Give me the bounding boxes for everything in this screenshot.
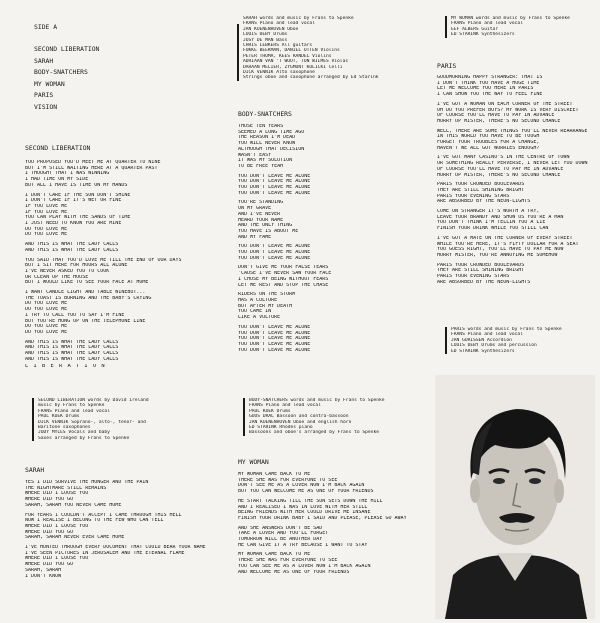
text-line: HAVEN'T WE ALL GOT WORRIES ENOUGH? — [437, 145, 540, 151]
text-line: MY WOMAN CAME BACK TO ME — [238, 552, 311, 558]
text-line: RIDERS ON THE STORM — [238, 292, 296, 298]
text-line: YOU DON'T LEAVE ME ALONE — [238, 330, 311, 336]
text-line: YOU CAME IN — [238, 309, 272, 315]
text-line: BEING FRIENDS WITH HER COULD DRIVE ME INSANE — [238, 510, 371, 516]
text-line: PETER THOMA, KEES RANDEL Violins — [243, 53, 332, 59]
text-line: YOU'RE STANDING — [238, 200, 284, 206]
text-line: music by Frans to Spenke — [38, 403, 105, 409]
text-line: JODY MYLES Vocals and baby — [38, 430, 110, 436]
text-line: AND THIS IS WHAT THE LADY CALLS — [25, 356, 119, 362]
text-line: BODY-SNATCHERS words and music by Frans to Spenke — [249, 398, 385, 403]
text-line: AND WELCOME ME AS ONE OF YOUR FRIENDS — [238, 569, 350, 575]
text-line: DICK VENNIK Alto saxophone — [243, 70, 315, 76]
text-line: HURRY UP MISTER, THERE'S NO SECOND CHANCE — [437, 118, 561, 124]
text-line: PARIS YOUR EVENING STARS — [437, 274, 510, 280]
text-line: I DON'T CARE IF IT'S WET OR FINE — [25, 198, 122, 204]
text-line: ED STARINK Rhodes piano — [249, 425, 313, 431]
text-line: THE NIGHTMARE STILL REMAINS — [25, 485, 107, 491]
lyric-lines — [437, 75, 597, 286]
text-line: DICK VENNIK Soprano-, alto-, tenor- and — [38, 419, 146, 425]
text-line: THEY ARE STILL SHINING BRIGHT — [437, 187, 525, 193]
text-line: FRANS Piano and lead vocal — [451, 21, 523, 27]
liberation-end-word: L I B E R A T I O N — [25, 363, 106, 369]
lyric-lines — [25, 160, 225, 363]
second-liberation-credits — [32, 398, 228, 441]
text-line: THE TOAST IS BURNING AND THE BABY'S CRYING — [25, 295, 152, 301]
text-line: BUT I'M STILL WAITING HERE AT A QUARTER PAST — [25, 165, 158, 171]
text-line: EEF ALBERS Guitar — [451, 26, 499, 32]
text-line: WHERE DID YOU GO — [25, 562, 74, 568]
song-title: SARAH — [25, 466, 45, 474]
text-line: PARIS words and music by Frans to Spenke — [451, 327, 562, 332]
tracklist-item: SARAH — [34, 56, 54, 65]
text-line: YOU DON'T LEAVE ME ALONE — [238, 244, 311, 250]
text-line: IN THIS WORLD YOU HAVE TO BE TOUGH — [437, 134, 540, 140]
text-line: YOU DON'T LEAVE ME ALONE — [238, 179, 311, 185]
text-line: THE REASON I'M DEAD — [238, 135, 296, 141]
text-line: I WANT CANDLE LIGHT AND TABLE WINEBUT... — [25, 290, 146, 296]
text-line: OR SOMETHING REALLY PERVERSE, I NEVER LET YOU DOWN — [437, 161, 588, 167]
text-line: LOUIS DEBY Drums and percussion — [451, 343, 537, 349]
text-line: HEARD YOUR NAME — [238, 217, 284, 223]
text-line: ALTHOUGH THAT DECISION — [238, 146, 305, 152]
text-line: DO YOU LOVE ME — [25, 324, 68, 330]
text-line: SECOND LIBERATION words by David Ireland — [38, 398, 149, 403]
text-line: PAUL KOEK Drums — [38, 414, 80, 420]
text-line: WHERE DID YOU GO — [25, 497, 74, 503]
text-line: THEY ARE STILL SHINING BRIGHT — [437, 268, 525, 274]
text-line: ARE ABSORBED BY THE NEON-LIGHTS — [437, 279, 531, 285]
text-line: THERE SHE WAS FOR EVERYONE TO SEE — [238, 558, 338, 564]
body-snatchers-credits — [243, 398, 434, 436]
text-line: LEAVE YOUR BRANDY AND SHOW US YOU'RE A MAN — [437, 214, 564, 220]
text-line: CHRIS LEBKERS All guitars — [243, 43, 313, 49]
text-line: HE CAN GIVE IT A TRY BECAUSE I WANT TO STAY — [238, 542, 368, 548]
tracklist-item: PARIS — [34, 91, 54, 100]
text-line: YOU HAVE IS ABOUT ME — [238, 228, 299, 234]
text-line: BUT YOU CAN WELCOME ME AS ONE OF YOUR FRIENDS — [238, 489, 374, 495]
credit-lines — [451, 16, 600, 38]
text-line: FOKKE BEEKMAN, DANIEL OTTEN Violins — [243, 48, 340, 54]
text-line: YOU DON'T LEAVE ME ALONE — [238, 190, 311, 196]
tracklist-item: MY WOMAN — [34, 79, 65, 88]
text-line: HE START TALKING TILL THE SUN SETS DOWN THE HILL — [238, 498, 383, 504]
tracklist — [34, 44, 99, 114]
text-line: YOU PROPOSED YOU'D MEET ME AT QUARTER TO NINE — [25, 160, 161, 165]
tracklist-item: VISION — [34, 102, 58, 111]
text-line: PARIS YOUR EVENING STARS — [437, 193, 510, 199]
text-line: I CAN SHOW YOU THE WAY TO FEEL FINE — [437, 92, 543, 98]
text-line: AND THIS IS WHAT THE LADY CALLS — [25, 242, 119, 248]
text-line: YOU SAID THAT YOU'D LOVE ME TILL THE END OF OUR DAYS — [25, 257, 182, 263]
credit-bar — [237, 24, 239, 81]
sarah-lyrics — [25, 466, 230, 579]
text-line: WHERE DID I LOOSE YOU — [25, 523, 89, 529]
text-line: BUT YOU'RE HUNG UP ON THE TELEPHONE LINE — [25, 318, 146, 324]
text-line: AND THE ONLY THING — [238, 223, 293, 229]
song-title: PARIS — [437, 62, 457, 70]
text-line: OR CLEAN UP THE HOUSE — [25, 274, 89, 280]
text-line: WHERE DID YOU GO — [25, 529, 74, 535]
text-line: MY WOMAN CAME BACK TO ME — [238, 472, 311, 477]
text-line: WELL, THERE ARE SOME THINGS YOU'LL NEVER REARRANGE — [437, 128, 588, 134]
text-line: I DON'T CARE IF THE SUN DON'T SHINE — [25, 192, 131, 198]
text-line: I'VE GOT A MATE ON THE CORNER OF EVERY STREET — [437, 235, 573, 241]
credit-lines — [38, 398, 228, 441]
text-line: FRANS Piano and lead vocal — [243, 21, 315, 27]
text-line: LET ME REST AND STOP THE CHASE — [238, 282, 329, 288]
text-line: OF COURSE YOU'LL HAVE TO PAY IN ADVANCE — [437, 113, 555, 119]
text-line: FINISH YOUR DRINK WHILE YOU STILL CAN — [437, 226, 549, 232]
text-line: YOU DON'T LEAVE ME ALONE — [238, 324, 311, 330]
text-line: WASN'T EASY — [238, 152, 272, 158]
text-line: YOU CAN PLAY WITH THE SANDS OF TIME — [25, 215, 131, 221]
text-line: WHERE DID I LOOSE YOU — [25, 491, 89, 497]
text-line: IF YOU LOVE ME — [25, 209, 68, 215]
text-line: I'VE SEEN PICTURES IN JERUSALEM AND THE ETERNAL FLAME — [25, 550, 185, 556]
text-line: I HAD TIME ON MY SIDE — [25, 177, 89, 183]
text-line: 'CAUSE I'VE NEVER SAW YOUR FACE — [238, 271, 332, 277]
text-line: YOU WILL NEVER KNOW — [238, 141, 296, 147]
paris-lyrics — [437, 62, 597, 286]
text-line: TO BE FREE YEAH — [238, 163, 284, 169]
text-line: OH DO YOU PREFER BOYS? MY WORK IS VERY DISCREET — [437, 107, 579, 113]
body-snatchers-lyrics — [238, 110, 428, 353]
song-title: SECOND LIBERATION — [25, 144, 91, 152]
text-line: YES I DID SURVIVE THE HUNGER AND THE PAIN — [25, 480, 149, 485]
side-header — [34, 23, 57, 31]
text-line: I DON'T THINK YOU HAVE A HUGE TIME — [437, 80, 540, 86]
text-line: FRANS Piano and lead vocal — [451, 332, 523, 338]
text-line: YOU DON'T LEAVE ME ALONE — [238, 336, 311, 342]
credit-bar — [445, 327, 447, 354]
text-line: YOU DON'T THINK I'M TELLIN YOU A LIE — [437, 220, 546, 226]
text-line: YOU DON'T LEAVE ME ALONE — [238, 255, 311, 261]
text-line: FORGET YOUR TROUBLES FOR A CHANGE, — [437, 140, 540, 146]
text-line: AND I'VE NEVER — [238, 211, 281, 217]
text-line: I CHOSE MY BEING WITHOUT FEARS — [238, 276, 329, 282]
text-line: FRANS Piano and lead vocal — [38, 408, 110, 414]
text-line: DO YOU LOVE ME — [25, 301, 68, 307]
text-line: NOW I REALISE I BELONG TO THE FEW WHO CAN TELL — [25, 518, 164, 524]
text-line: I'VE GOT MANY CASINO'S IN THE CENTRE OF TOWN — [437, 155, 570, 161]
text-line: JAN GORISSEN Accordion — [451, 337, 512, 343]
text-line: JAN KOENENHOVEN Oboe and english horn — [249, 419, 352, 425]
side-label: SIDE A — [34, 23, 58, 31]
text-line: TOMORROW WILL BE ANOTHER DAY — [238, 537, 323, 543]
song-title: BODY-SNATCHERS — [238, 110, 292, 118]
text-line: FRANS Piano and lead vocal — [249, 403, 321, 409]
text-line: Saxes arranged by Frans to Spenke — [38, 435, 130, 441]
text-line: DO YOU LOVE ME — [25, 307, 68, 313]
text-line: LOUIS DEBY Drums — [243, 32, 288, 38]
text-line: COME ON STRANGER IT'S WORTH A TRY, — [437, 209, 540, 215]
credit-bar — [243, 398, 245, 436]
text-line: YOU DON'T LEAVE ME ALONE — [238, 341, 311, 347]
text-line: DO YOU LOVE ME — [25, 232, 68, 238]
text-line: IT WAS MY SOLUTION — [238, 158, 293, 164]
text-line: HURRY UP MISTER, THERE'S NO SECOND CHANCE — [437, 172, 561, 178]
text-line: AND I REALISED I WAS IN LOVE WITH HER STILL — [238, 504, 368, 510]
text-line: Strings oboe and saxophone arranged by Ed Starink — [243, 75, 379, 81]
text-line: SARAH, SARAH — [25, 567, 62, 573]
song-title: MY WOMAN — [238, 458, 269, 466]
artist-portrait-photo — [435, 375, 595, 619]
text-line: HURRY MISTER, YOU'RE ANNOYING ME SOMEHOW — [437, 252, 558, 258]
text-line: I'VE NEVER ASKED YOU TO COOK — [25, 268, 110, 274]
text-line: AND THIS IS WHAT THE LADY CALLS — [25, 345, 119, 351]
credit-bar — [32, 398, 34, 441]
text-line: GOODMORNING HAPPY STRANGER: THAT IS — [437, 75, 543, 80]
text-line: JOSY DE MAN Bass — [243, 37, 288, 43]
tracklist-item: SECOND LIBERATION — [34, 45, 100, 53]
text-line: LET ME WELCOME YOU HERE IN PARIS — [437, 86, 534, 92]
text-line: YOU DON'T LEAVE ME ALONE — [238, 185, 311, 191]
text-line: SARAH, SARAH YOU NEVER CAME HOME — [25, 502, 122, 508]
text-line: THERE SHE WAS FOR EVERYONE TO SEE — [238, 477, 338, 483]
text-line: AND MY FAME — [238, 234, 272, 240]
text-line: ADRIAAN VAN 'T WOUT, TON WILMES Violas — [243, 59, 349, 65]
lyric-lines — [238, 124, 428, 353]
text-line: LIKE A VULTURE — [238, 315, 281, 321]
text-line: FOR YEARS I COULDN'T ACCEPT I CAME THROUGH THIS HELL — [25, 512, 182, 518]
sarah-credits — [237, 16, 433, 81]
text-line: I JUST NEED TO KNOW YOU ARE MINE — [25, 221, 122, 227]
text-line: I TRY TO CALL YOU TO SAY I'M FINE — [25, 312, 125, 318]
text-line: YOU DON'T LEAVE ME ALONE — [238, 250, 311, 256]
text-line: AND THIS IS WHAT THE LADY CALLS — [25, 339, 119, 345]
my-woman-credits — [445, 16, 600, 38]
text-line: DO YOU LOVE ME — [25, 226, 68, 232]
text-line: SARAH, SARAH NEVER EVER CAME HOME — [25, 535, 125, 541]
credit-lines — [451, 327, 600, 354]
text-line: ON MY GRAVE — [238, 206, 272, 212]
text-line: OF COURSE YOU'LL HAVE TO PAY ME IN ADVANCE — [437, 166, 564, 172]
text-line: DON'T GIVE ME YOUR FALSE TEARS — [238, 265, 329, 271]
text-line: ARE ABSORBED BY THE NEON-LIGHTS — [437, 199, 531, 205]
text-line: I THOUGHT THAT I WAS WINNING — [25, 171, 110, 177]
text-line: GUUS DRAL Bassoon and contra-bassoon — [249, 414, 349, 420]
text-line: AND THIS IS WHAT THE LADY CALLS — [25, 247, 119, 253]
text-line: WHERE DID I LOOSE YOU — [25, 556, 89, 562]
credit-bar — [445, 16, 447, 38]
text-line: SARAH words and music by Frans to Spenke — [243, 16, 354, 21]
text-line: AND THIS IS WHAT THE LADY CALLS — [25, 351, 119, 357]
text-line: Bassoons and oboe's arranged by Frans to Spenke — [249, 430, 379, 436]
text-line: WHILE YOU'RE HERE, IT'S FIFTY DOLLAR FOR A SEAT — [437, 241, 579, 247]
second-liberation-lyrics — [25, 144, 225, 369]
portrait-illustration — [435, 375, 595, 619]
text-line: YOU CAN SEE ME AS A LOVER NOW I'M BACK AGAIN — [238, 563, 371, 569]
text-line: DO YOU LOVE ME — [25, 329, 68, 335]
paris-credits — [445, 327, 600, 354]
text-line: HAS A CULTURE — [238, 297, 278, 303]
text-line: I'VE HUNTED THROUGH EVERY DOCUMENT THAT COULD BEAR YOUR NAME — [25, 545, 206, 551]
text-line: ED STARINK Synthesizers — [451, 348, 515, 354]
text-line: DON'T SEE ME AS A LOVER NOW I'M BACK AGAIN — [238, 483, 365, 489]
text-line: IF YOU LOVE ME — [25, 203, 68, 209]
text-line: PAUL KOEK Drums — [249, 408, 291, 414]
text-line: BUT I WOULD LIKE TO SEE YOUR FACE AT HOME — [25, 280, 149, 286]
text-line: BUT AFTER MY DEATH — [238, 303, 293, 309]
text-line: AND SHE ANSWERS DON'T BE SAD — [238, 525, 323, 531]
text-line: BUT ALL I HAVE IS TIME ON MY HANDS — [25, 182, 128, 188]
lyric-lines — [238, 472, 434, 575]
text-line: TAKE A LOVER AND YOU'LL FORGET — [238, 531, 329, 537]
text-line: ED STARINK Synthesizers — [451, 32, 515, 38]
text-line: I'VE GOT A WOMAN ON EACH CORNER OF THE STREET — [437, 101, 573, 107]
credit-lines — [249, 398, 434, 436]
text-line: I DON'T KNOW — [25, 573, 62, 579]
lyric-lines — [25, 480, 230, 579]
credit-lines — [243, 16, 433, 81]
text-line: YOU DON'T LEAVE ME ALONE — [238, 173, 311, 179]
text-line: YOU DON'T LEAVE ME ALONE — [238, 347, 311, 353]
tracklist-item: BODY-SNATCHERS — [34, 68, 88, 77]
text-line: BUT I SIT HERE FOR HOURS ALL ALONE — [25, 263, 128, 269]
text-line: DARAAN MELIER, ZYGMUNT KULICKI Celli — [243, 64, 343, 70]
text-line: JAN KOENENHOVEN Oboe — [243, 26, 299, 32]
text-line: FINISH YOUR DRINK BABY I SAID AND PLEASE, PLEASE GO AWAY — [238, 515, 407, 521]
my-woman-lyrics — [238, 458, 434, 575]
text-line: PARIS YOUR CROWDED BOULEVARDS — [437, 182, 525, 188]
text-line: MY WOMAN words and music by Frans to Spenke — [451, 16, 570, 21]
text-line: Baritone saxophones — [38, 425, 91, 431]
text-line: SEEMED A LONG TIME AGO — [238, 129, 305, 135]
text-line: THOSE TEN YEARS — [238, 124, 284, 129]
text-line: PARIS YOUR CROWDED BOULEVARDS — [437, 262, 525, 268]
text-line: YOU GUESS RIGHT, YOU'LL HAVE TO PAY ME NOW — [437, 247, 564, 253]
